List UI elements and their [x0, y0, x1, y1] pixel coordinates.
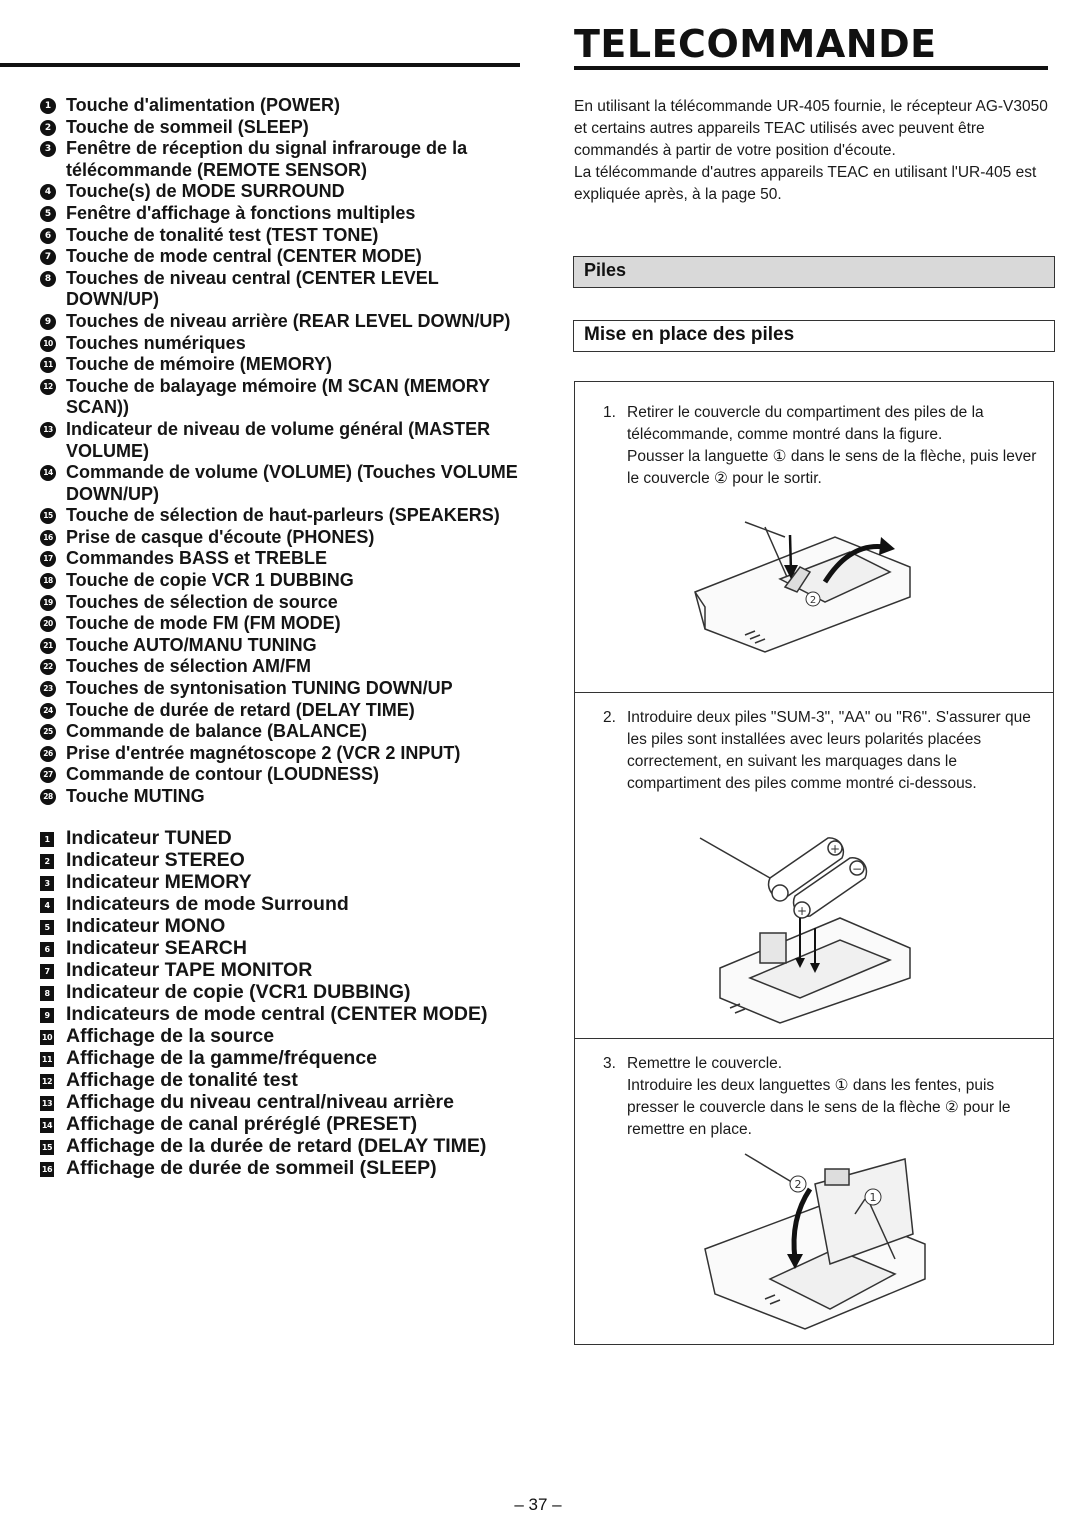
figure-label: 2: [794, 1178, 802, 1191]
list-item: [40, 419, 520, 462]
list-item: [40, 871, 520, 893]
circled-number: 21: [40, 638, 56, 654]
list-item: [40, 827, 520, 849]
list-item: [40, 268, 520, 311]
battery-insertion-figure: [690, 818, 920, 1028]
page-title: TELECOMMANDE: [574, 22, 937, 66]
list-item: [40, 656, 520, 678]
item-label: Touches de sélection de source: [66, 591, 338, 612]
circled-number: 14: [40, 465, 56, 481]
cover-replacement-figure: [695, 1149, 935, 1334]
list-item: [40, 138, 520, 181]
polarity-plus-label: +: [796, 904, 808, 918]
item-label: Touche de tonalité test (TEST TONE): [66, 224, 379, 245]
list-item: [40, 376, 520, 419]
item-label: Affichage de la source: [66, 1024, 275, 1047]
section-heading-box: [573, 320, 1055, 352]
item-label: Indicateurs de mode Surround: [66, 892, 349, 915]
item-label: Commandes BASS et TREBLE: [66, 548, 328, 569]
list-item: [40, 981, 520, 1003]
list-item: [40, 117, 520, 139]
intro-text: [574, 96, 1058, 206]
item-label: Touche de sommeil (SLEEP): [66, 116, 309, 137]
list-item: [40, 1135, 520, 1157]
circled-number: 16: [40, 530, 56, 546]
circled-number: 9: [40, 314, 56, 330]
step-number: 2.: [603, 709, 616, 726]
square-number: 5: [40, 920, 54, 935]
list-item: [40, 786, 520, 808]
list-item: [40, 225, 520, 247]
list-item: [40, 1047, 520, 1069]
parts-list: [40, 95, 520, 1179]
square-number: 3: [40, 876, 54, 891]
list-item: [40, 311, 520, 333]
list-item: [40, 1113, 520, 1135]
square-number: 13: [40, 1096, 54, 1111]
square-number: 4: [40, 898, 54, 913]
step-instruction: Retirer le couvercle du compartiment des piles de la télécommande, comme montré dans la figure.: [627, 404, 984, 443]
square-number: 15: [40, 1140, 54, 1155]
circled-number: 26: [40, 746, 56, 762]
item-label: Indicateur TAPE MONITOR: [66, 958, 313, 981]
item-label: Touches de syntonisation TUNING DOWN/UP: [66, 678, 453, 699]
item-label: Touche de copie VCR 1 DUBBING: [66, 570, 354, 591]
indicators-list: [40, 827, 520, 1179]
circled-number: 1: [40, 98, 56, 114]
square-number: 14: [40, 1118, 54, 1133]
step-instruction: Introduire les deux languettes ① dans les fentes, puis presser le couvercle dans le sens de la flèche ② pour le remettre en place.: [627, 1077, 1011, 1138]
list-item: [40, 764, 520, 786]
square-number: 1: [40, 832, 54, 847]
item-label: Affichage de canal préréglé (PRESET): [66, 1112, 418, 1135]
list-item: [40, 1157, 520, 1179]
item-label: Affichage de durée de sommeil (SLEEP): [66, 1156, 437, 1179]
header-rule: [0, 63, 520, 67]
circled-number: 10: [40, 336, 56, 352]
list-item: [40, 333, 520, 355]
list-item: [40, 678, 520, 700]
list-item: [40, 959, 520, 981]
step-3: [575, 1038, 1053, 1345]
list-item: [40, 915, 520, 937]
circled-number: 28: [40, 789, 56, 805]
intro-paragraph: La télécommande d'autres appareils TEAC en utilisant l'UR-405 est expliquée après, à la page 50.: [574, 164, 1037, 203]
polarity-plus-label: +: [829, 842, 841, 856]
item-label: Prise d'entrée magnétoscope 2 (VCR 2 INPUT): [66, 742, 461, 763]
item-label: Indicateur TUNED: [66, 826, 232, 849]
list-item: [40, 95, 520, 117]
remote-cover-removal-figure: [685, 517, 925, 657]
controls-list: [40, 95, 520, 808]
list-item: [40, 462, 520, 505]
item-label: Touche d'alimentation (POWER): [66, 95, 340, 115]
list-item: [40, 700, 520, 722]
circled-number: 18: [40, 573, 56, 589]
step-number: 3.: [603, 1055, 616, 1072]
square-number: 8: [40, 986, 54, 1001]
circled-number: 8: [40, 271, 56, 287]
step-instruction: Introduire deux piles "SUM-3", "AA" ou "R6". S'assurer que les piles sont installées avec leurs polarités placées correctement, en suivant les marquages dans le compartiment des piles comme montré ci-dessous.: [627, 709, 1031, 792]
circled-number: 23: [40, 681, 56, 697]
list-item: [40, 354, 520, 376]
item-label: Fenêtre d'affichage à fonctions multiples: [66, 202, 416, 223]
item-label: Affichage de la durée de retard (DELAY TIME): [66, 1134, 487, 1157]
list-item: [40, 893, 520, 915]
list-item: [40, 937, 520, 959]
item-label: Affichage de la gamme/fréquence: [66, 1046, 378, 1069]
step-1: [575, 382, 1053, 692]
item-label: Commande de contour (LOUDNESS): [66, 764, 380, 785]
item-label: Indicateur de niveau de volume général (MASTER VOLUME): [66, 418, 491, 461]
square-number: 11: [40, 1052, 54, 1067]
piles-heading-bar: [573, 256, 1055, 288]
circled-number: 25: [40, 724, 56, 740]
step-instruction: Pousser la languette ① dans le sens de la flèche, puis lever le couvercle ② pour le sortir.: [627, 448, 1037, 487]
item-label: Indicateurs de mode central (CENTER MODE): [66, 1002, 488, 1025]
circled-number: 24: [40, 703, 56, 719]
list-item: [40, 1069, 520, 1091]
section-heading: Mise en place des piles: [584, 324, 795, 345]
polarity-minus-label: −: [851, 862, 863, 876]
item-label: Commande de balance (BALANCE): [66, 721, 368, 742]
circled-number: 12: [40, 379, 56, 395]
steps-box: [574, 381, 1054, 1345]
list-item: [40, 505, 520, 527]
list-item: [40, 721, 520, 743]
list-item: [40, 743, 520, 765]
title-underline: [574, 66, 1048, 70]
step-number: 1.: [603, 404, 616, 421]
circled-number: 6: [40, 228, 56, 244]
circled-number: 19: [40, 595, 56, 611]
circled-number: 3: [40, 141, 56, 157]
item-label: Touche de mémoire (MEMORY): [66, 354, 333, 375]
step-text: [603, 402, 1043, 490]
list-item: [40, 181, 520, 203]
list-item: [40, 527, 520, 549]
piles-heading: Piles: [584, 260, 627, 280]
square-number: 2: [40, 854, 54, 869]
list-item: [40, 613, 520, 635]
intro-paragraph: En utilisant la télécommande UR-405 fournie, le récepteur AG-V3050 et certains autres appareils TEAC utilisés avec peuvent être commandés à partir de votre position d'écoute.: [574, 98, 1048, 159]
item-label: Affichage du niveau central/niveau arrière: [66, 1090, 454, 1113]
item-label: Touches numériques: [66, 332, 246, 353]
circled-number: 17: [40, 551, 56, 567]
square-number: 16: [40, 1162, 54, 1177]
page-number: – 37 –: [514, 1495, 562, 1514]
step-instruction: Remettre le couvercle.: [627, 1055, 783, 1072]
item-label: Fenêtre de réception du signal infrarouge de la télécommande (REMOTE SENSOR): [66, 138, 468, 180]
circled-number: 22: [40, 659, 56, 675]
circled-number: 11: [40, 357, 56, 373]
square-number: 6: [40, 942, 54, 957]
circled-number: 13: [40, 422, 56, 438]
item-label: Touche de mode FM (FM MODE): [66, 613, 341, 634]
item-label: Indicateur MONO: [66, 914, 226, 937]
item-label: Touche MUTING: [66, 786, 205, 806]
step-2: [575, 692, 1053, 1039]
square-number: 9: [40, 1008, 54, 1023]
step-text: [603, 707, 1043, 795]
item-label: Touches de niveau arrière (REAR LEVEL DOWN/UP): [66, 310, 511, 331]
list-item: [40, 1003, 520, 1025]
list-item: [40, 246, 520, 268]
list-item: [40, 203, 520, 225]
circled-number: 2: [40, 120, 56, 136]
item-label: Touche de sélection de haut-parleurs (SPEAKERS): [66, 505, 500, 526]
list-item: [40, 1025, 520, 1047]
item-label: Touche de mode central (CENTER MODE): [66, 246, 422, 267]
list-item: [40, 592, 520, 614]
list-item: [40, 570, 520, 592]
list-item: [40, 548, 520, 570]
square-number: 10: [40, 1030, 54, 1045]
item-label: Touche AUTO/MANU TUNING: [66, 634, 317, 655]
item-label: Indicateur SEARCH: [66, 936, 247, 959]
square-number: 7: [40, 964, 54, 979]
circled-number: 15: [40, 508, 56, 524]
step-text: [603, 1053, 1043, 1141]
list-item: [40, 635, 520, 657]
item-label: Commande de volume (VOLUME) (Touches VOLUME DOWN/UP): [66, 462, 518, 504]
item-label: Touches de sélection AM/FM: [66, 656, 312, 677]
item-label: Affichage de tonalité test: [66, 1068, 298, 1091]
item-label: Indicateur de copie (VCR1 DUBBING): [66, 980, 411, 1003]
square-number: 12: [40, 1074, 54, 1089]
figure-label: 1: [869, 1191, 877, 1204]
circled-number: 4: [40, 184, 56, 200]
circled-number: 5: [40, 206, 56, 222]
item-label: Touche(s) de MODE SURROUND: [66, 181, 345, 202]
item-label: Indicateur MEMORY: [66, 870, 252, 893]
item-label: Touches de niveau central (CENTER LEVEL DOWN/UP): [66, 267, 439, 310]
circled-number: 7: [40, 249, 56, 265]
circled-number: 27: [40, 767, 56, 783]
list-item: [40, 1091, 520, 1113]
item-label: Touche de durée de retard (DELAY TIME): [66, 699, 415, 720]
list-item: [40, 849, 520, 871]
circled-number: 20: [40, 616, 56, 632]
item-label: Prise de casque d'écoute (PHONES): [66, 526, 375, 547]
figure-label: 2: [809, 595, 817, 606]
item-label: Touche de balayage mémoire (M SCAN (MEMORY SCAN)): [66, 375, 490, 418]
item-label: Indicateur STEREO: [66, 848, 245, 871]
